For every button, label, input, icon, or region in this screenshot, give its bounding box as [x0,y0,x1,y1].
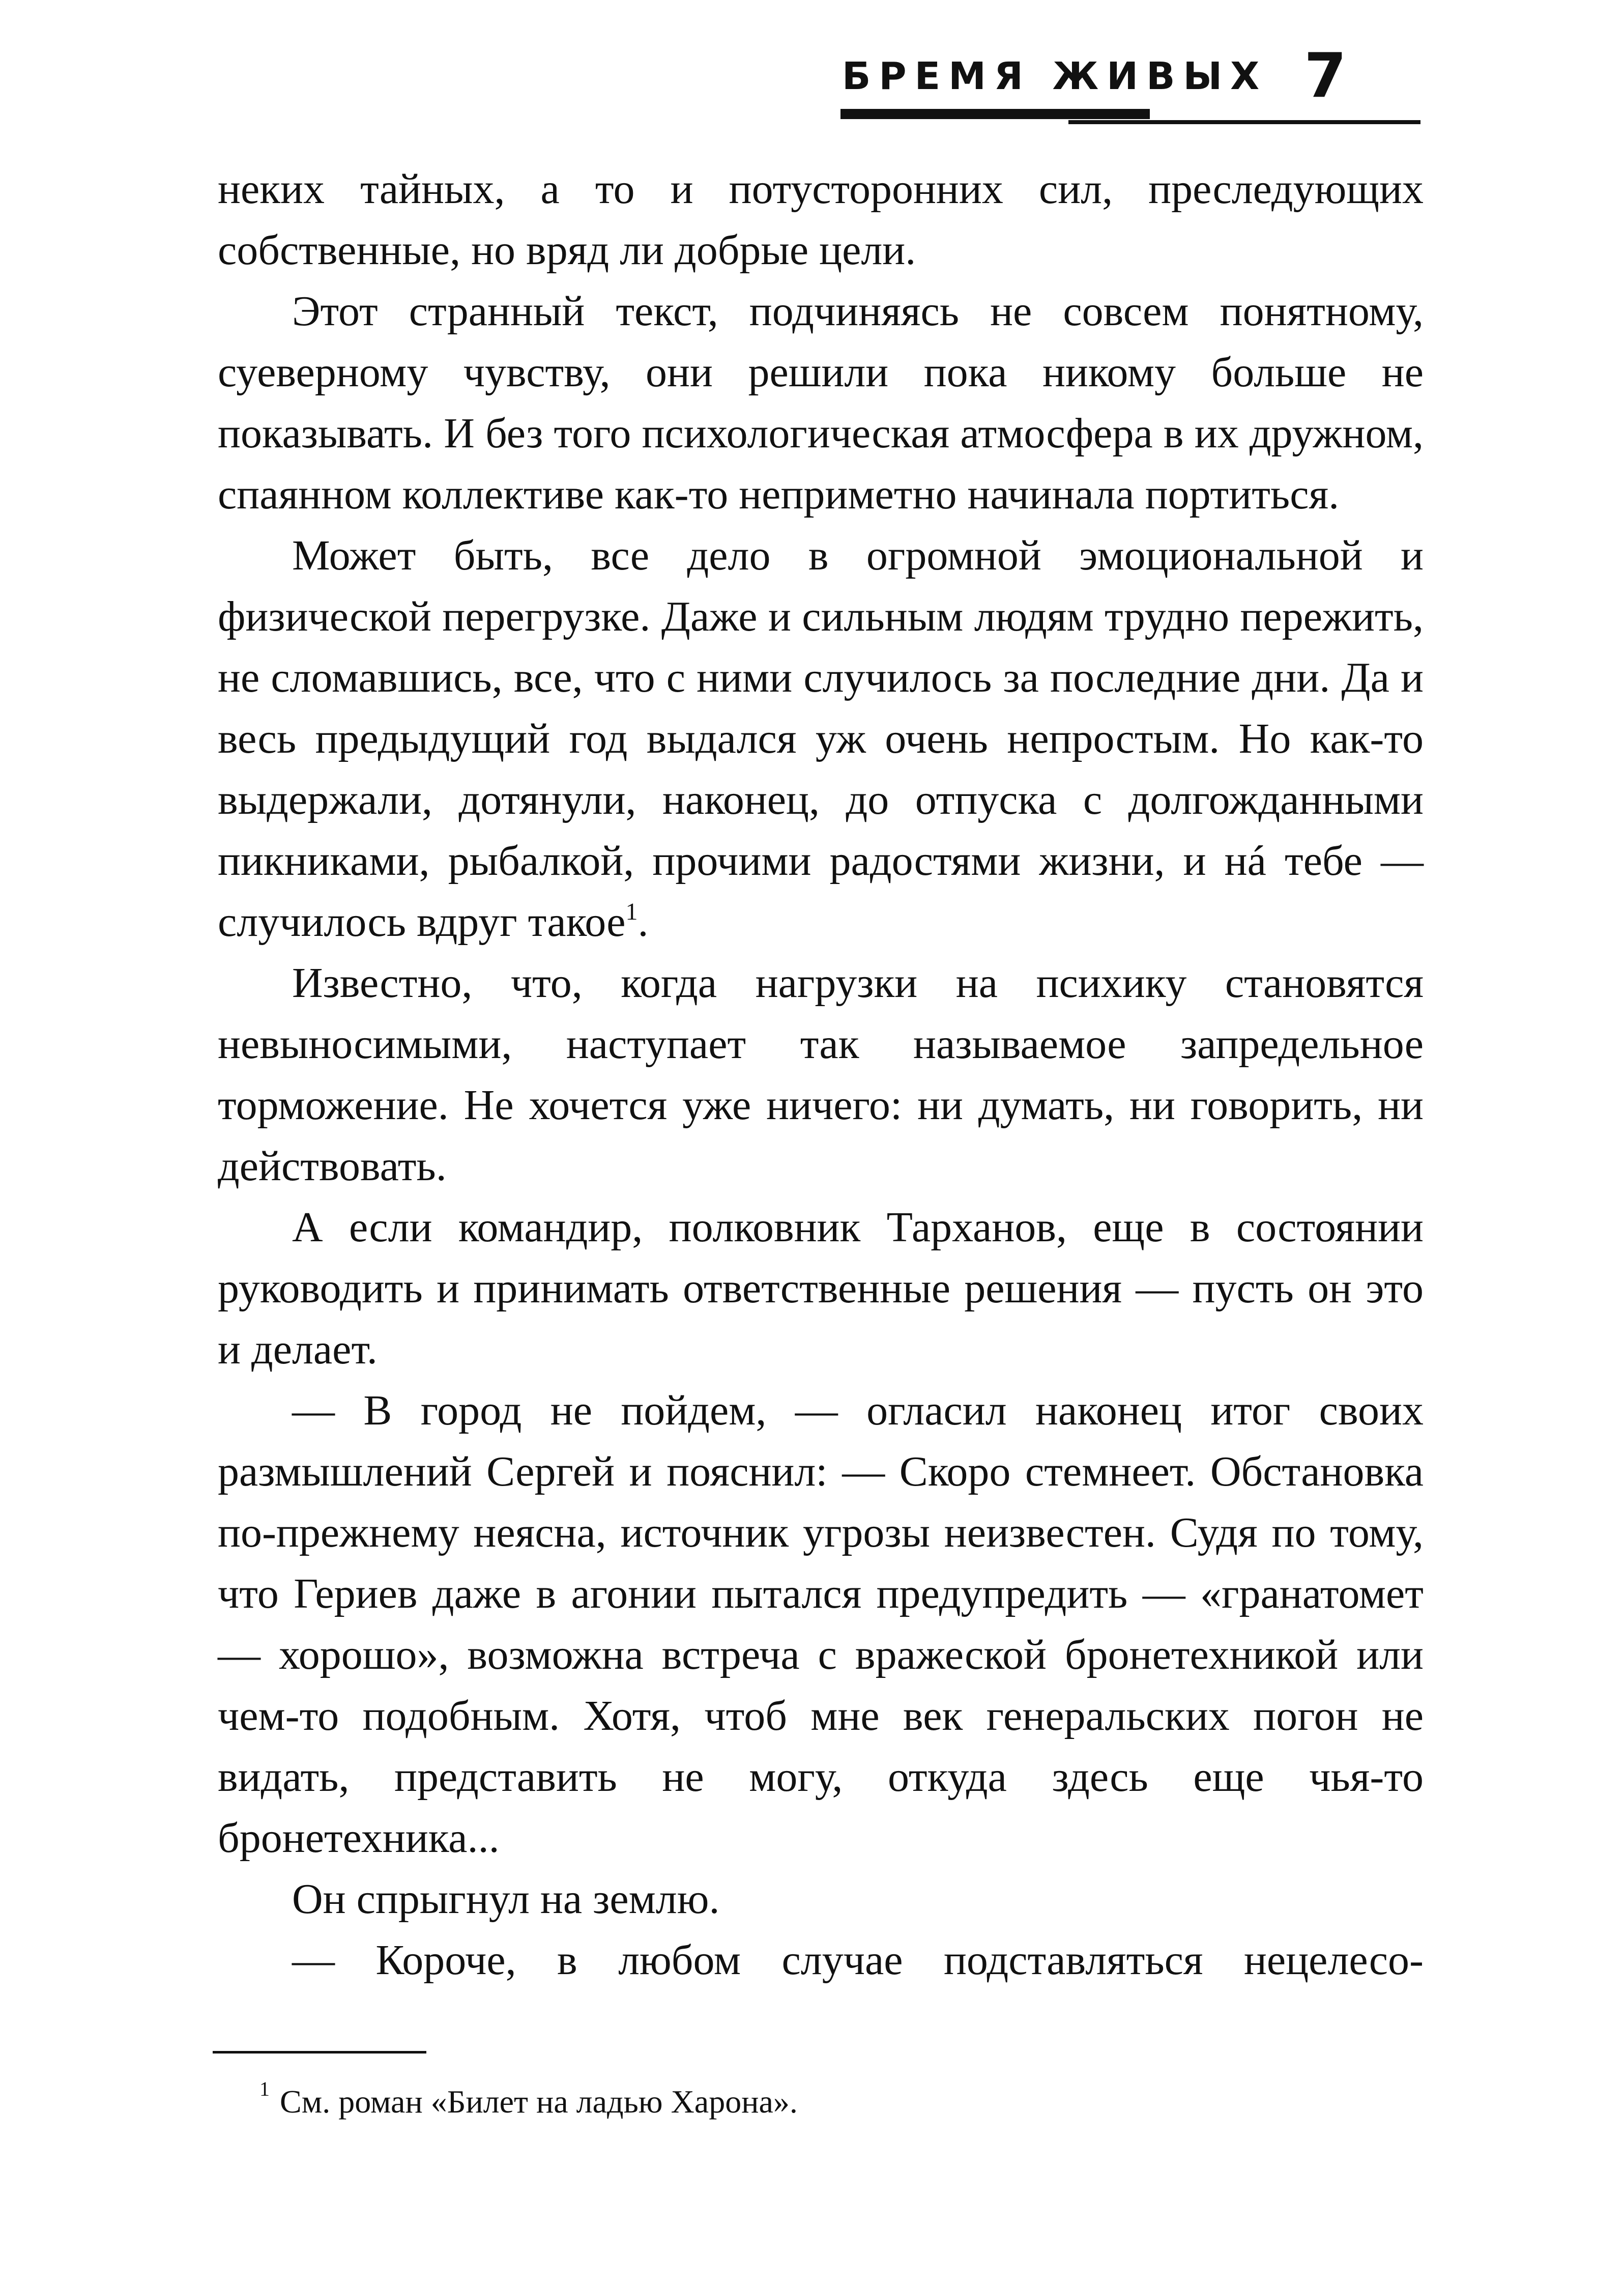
paragraph-6: — В город не пойдем, — огласил наконец итог своих размышлений Сергей и пояснил: — Скоро стемнеет. Обстановка по-прежнему неясна, источник угрозы неизвестен. Судя по тому, что Гериев даже в агонии пытался предупредить — «гранатомет — хорошо», возможна встреча с вражеской бронетехникой или чем-то подобным. Хотя, чтоб мне век генеральских погон не видать, представить не могу, откуда здесь еще чья-то бронетехника... [218,1387,1424,1862]
running-title-underline [840,109,1150,119]
paragraph-3-end: . [637,898,649,946]
running-title: БРЕМЯ ЖИВЫХ [842,54,1268,98]
paragraph-5: А если командир, полковник Тарханов, еще в состоянии руководить и принимать ответственные решения — пусть он это и делает. [218,1204,1424,1373]
header-rule [1068,120,1420,124]
paragraph-3 [218,525,1424,953]
footnote-separator [213,2051,426,2053]
paragraph-8: — Короче, в любом случае подставляться нецелесо- [292,1936,1424,1984]
paragraph-2: Этот странный текст, подчиняясь не совсем понятному, суеверному чувству, они решили пока никому больше не показывать. И без того психологическая атмосфера в их дружном, спаянном коллективе как-то неприметно начинала портиться. [218,288,1424,518]
paragraph-4: Известно, что, когда нагрузки на психику становятся невыносимыми, наступает так называемое запредельное торможение. Не хочется уже ничего: ни думать, ни говорить, ни действовать. [218,959,1424,1190]
paragraph-7: Он спрыгнул на землю. [292,1875,720,1923]
paragraph-1: неких тайных, а то и потусторонних сил, преследующих собственные, но вряд ли добрые цели. [218,165,1424,274]
footnote-mark: 1 [259,2077,270,2100]
footnote-reference: 1 [625,898,638,925]
footnote-text: См. роман «Билет на ладью Харона». [280,2084,798,2120]
footnote [259,2077,1399,2125]
main-text [218,159,1424,1991]
paragraph-3-text: Может быть, все дело в огромной эмоциональной и физической перегрузке. Даже и сильным людям трудно пережить, не сломавшись, все, что с ними случилось за последние дни. Да и весь предыдущий год выдался уж очень непростым. Но как-то выдержали, дотянули, наконец, до отпуска с долгожданными пикниками, рыбалкой, прочими радостями жизни, и нá тебе — случилось вдруг такое [218,532,1424,946]
page-number: 7 [1304,41,1347,111]
